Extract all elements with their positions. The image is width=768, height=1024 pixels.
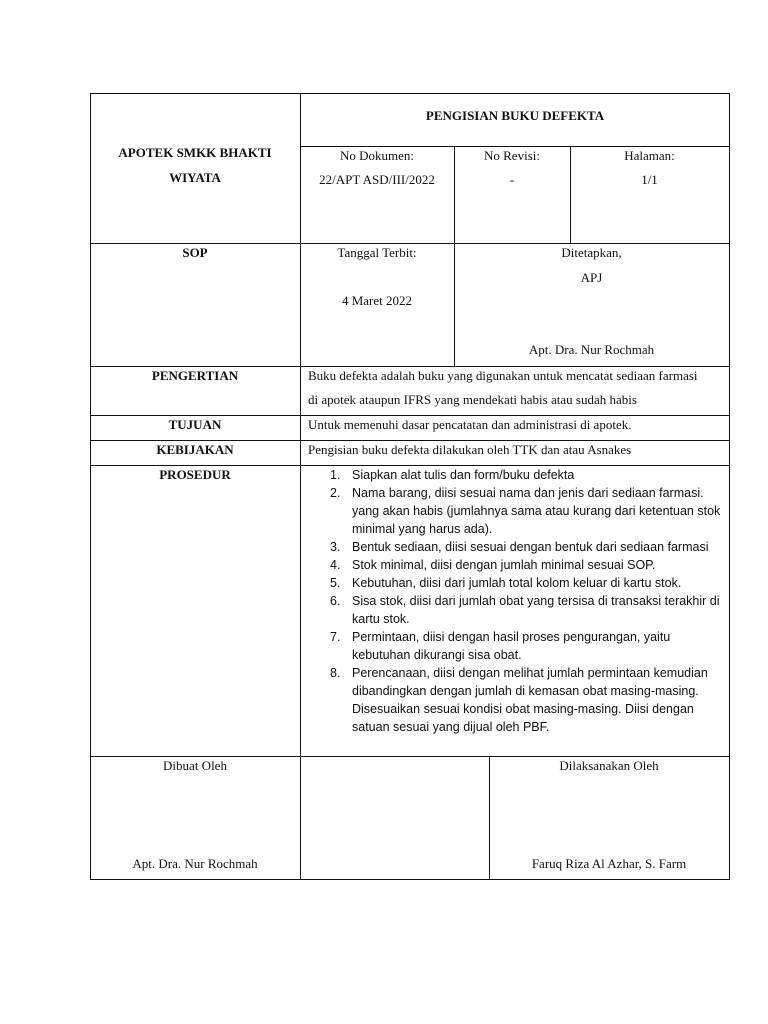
pengertian-label: PENGERTIAN: [151, 368, 239, 383]
kebijakan-text: Pengisian buku defekta dilakukan oleh TTK dan atau Asnakes: [308, 442, 632, 457]
document-title: PENGISIAN BUKU DEFEKTA: [425, 108, 605, 123]
prosedur-step: [330, 664, 758, 736]
kebijakan-label: KEBIJAKAN: [156, 442, 234, 457]
prosedur-step: [330, 484, 758, 538]
row-divider-kebijakan: [90, 440, 730, 441]
tanggal-terbit-value: 4 Maret 2022: [341, 293, 413, 308]
ditetapkan-label: Ditetapkan,: [561, 245, 622, 260]
prosedur-step-number: 3.: [330, 540, 341, 554]
halaman-label: Halaman:: [624, 148, 675, 163]
row-divider-footer: [90, 756, 730, 757]
prosedur-step-number: 5.: [330, 576, 341, 590]
halaman-value: 1/1: [641, 172, 658, 187]
prosedur-step: [330, 592, 758, 628]
ditetapkan-name: Apt. Dra. Nur Rochmah: [528, 342, 655, 357]
dibuat-oleh-name: Apt. Dra. Nur Rochmah: [132, 856, 258, 871]
prosedur-step-line: dibandingkan dengan jumlah di kemasan obat masing-masing.: [352, 684, 699, 698]
prosedur-step-line: Nama barang, diisi sesuai nama dan jenis dari sediaan farmasi.: [352, 486, 704, 500]
prosedur-step: [330, 574, 758, 592]
prosedur-label: PROSEDUR: [159, 467, 231, 482]
header-divider: [300, 146, 730, 147]
tujuan-label: TUJUAN: [168, 417, 222, 432]
prosedur-step-line: Bentuk sediaan, diisi sesuai dengan bentuk dari sediaan farmasi: [352, 540, 709, 554]
dilaksanakan-oleh-label: Dilaksanakan Oleh: [559, 758, 659, 773]
prosedur-step-number: 7.: [330, 630, 341, 644]
row-divider-tujuan: [90, 415, 730, 416]
tanggal-terbit-label: Tanggal Terbit:: [337, 245, 417, 260]
prosedur-step-line: Permintaan, diisi dengan hasil proses pengurangan, yaitu: [352, 630, 671, 644]
no-dokumen-value: 22/APT ASD/III/2022: [319, 172, 435, 187]
prosedur-step-line: Sisa stok, diisi dari jumlah obat yang tersisa di transaksi terakhir di: [352, 594, 720, 608]
tujuan-text: Untuk memenuhi dasar pencatatan dan administrasi di apotek.: [308, 417, 632, 432]
prosedur-step-line: Perencanaan, diisi dengan melihat jumlah permintaan kemudian: [352, 666, 708, 680]
prosedur-step-line: Siapkan alat tulis dan form/buku defekta: [352, 468, 575, 482]
prosedur-step-line: yang akan habis (jumlahnya sama atau kurang dari ketentuan stok: [352, 504, 721, 518]
prosedur-step-line: minimal yang harus ada).: [352, 522, 493, 536]
dibuat-oleh-label: Dibuat Oleh: [163, 758, 227, 773]
dilaksanakan-oleh-name: Faruq Riza Al Azhar, S. Farm: [531, 856, 687, 871]
prosedur-step: [330, 466, 758, 484]
prosedur-step-line: satuan sesuai yang dijual oleh PBF.: [352, 720, 550, 734]
prosedur-steps-list: [320, 466, 758, 736]
no-revisi-label: No Revisi:: [484, 148, 540, 163]
prosedur-step-line: kartu stok.: [352, 612, 410, 626]
prosedur-step-line: Kebutuhan, diisi dari jumlah total kolom keluar di kartu stok.: [352, 576, 682, 590]
prosedur-step-number: 8.: [330, 666, 341, 680]
org-name-line1: APOTEK SMKK BHAKTI: [118, 145, 272, 160]
prosedur-step-number: 4.: [330, 558, 341, 572]
sop-label: SOP: [182, 245, 208, 260]
prosedur-step-line: Stok minimal, diisi dengan jumlah minimal sesuai SOP.: [352, 558, 656, 572]
prosedur-step-number: 2.: [330, 486, 341, 500]
prosedur-step-number: 1.: [330, 468, 341, 482]
pengertian-text-line2: di apotek ataupun IFRS yang mendekati habis atau sudah habis: [308, 392, 637, 407]
org-name-line2: WIYATA: [169, 170, 221, 185]
column-divider-main: [300, 93, 301, 880]
prosedur-step: [330, 628, 758, 664]
prosedur-step: [330, 556, 758, 574]
prosedur-step-number: 6.: [330, 594, 341, 608]
row-divider-sop: [90, 243, 730, 244]
prosedur-step: [330, 538, 758, 556]
table-border-bottom: [90, 879, 730, 880]
table-border-top: [90, 93, 730, 94]
row-divider-pengertian: [90, 366, 730, 367]
no-dokumen-label: No Dokumen:: [339, 148, 415, 163]
no-revisi-value: -: [509, 172, 515, 187]
prosedur-step-line: kebutuhan dikurangi sisa obat.: [352, 648, 522, 662]
ditetapkan-role: APJ: [580, 270, 603, 285]
prosedur-step-line: Disesuaikan sesuai kondisi obat masing-masing. Diisi dengan: [352, 702, 694, 716]
pengertian-text-line1: Buku defekta adalah buku yang digunakan untuk mencatat sediaan farmasi: [308, 368, 698, 383]
